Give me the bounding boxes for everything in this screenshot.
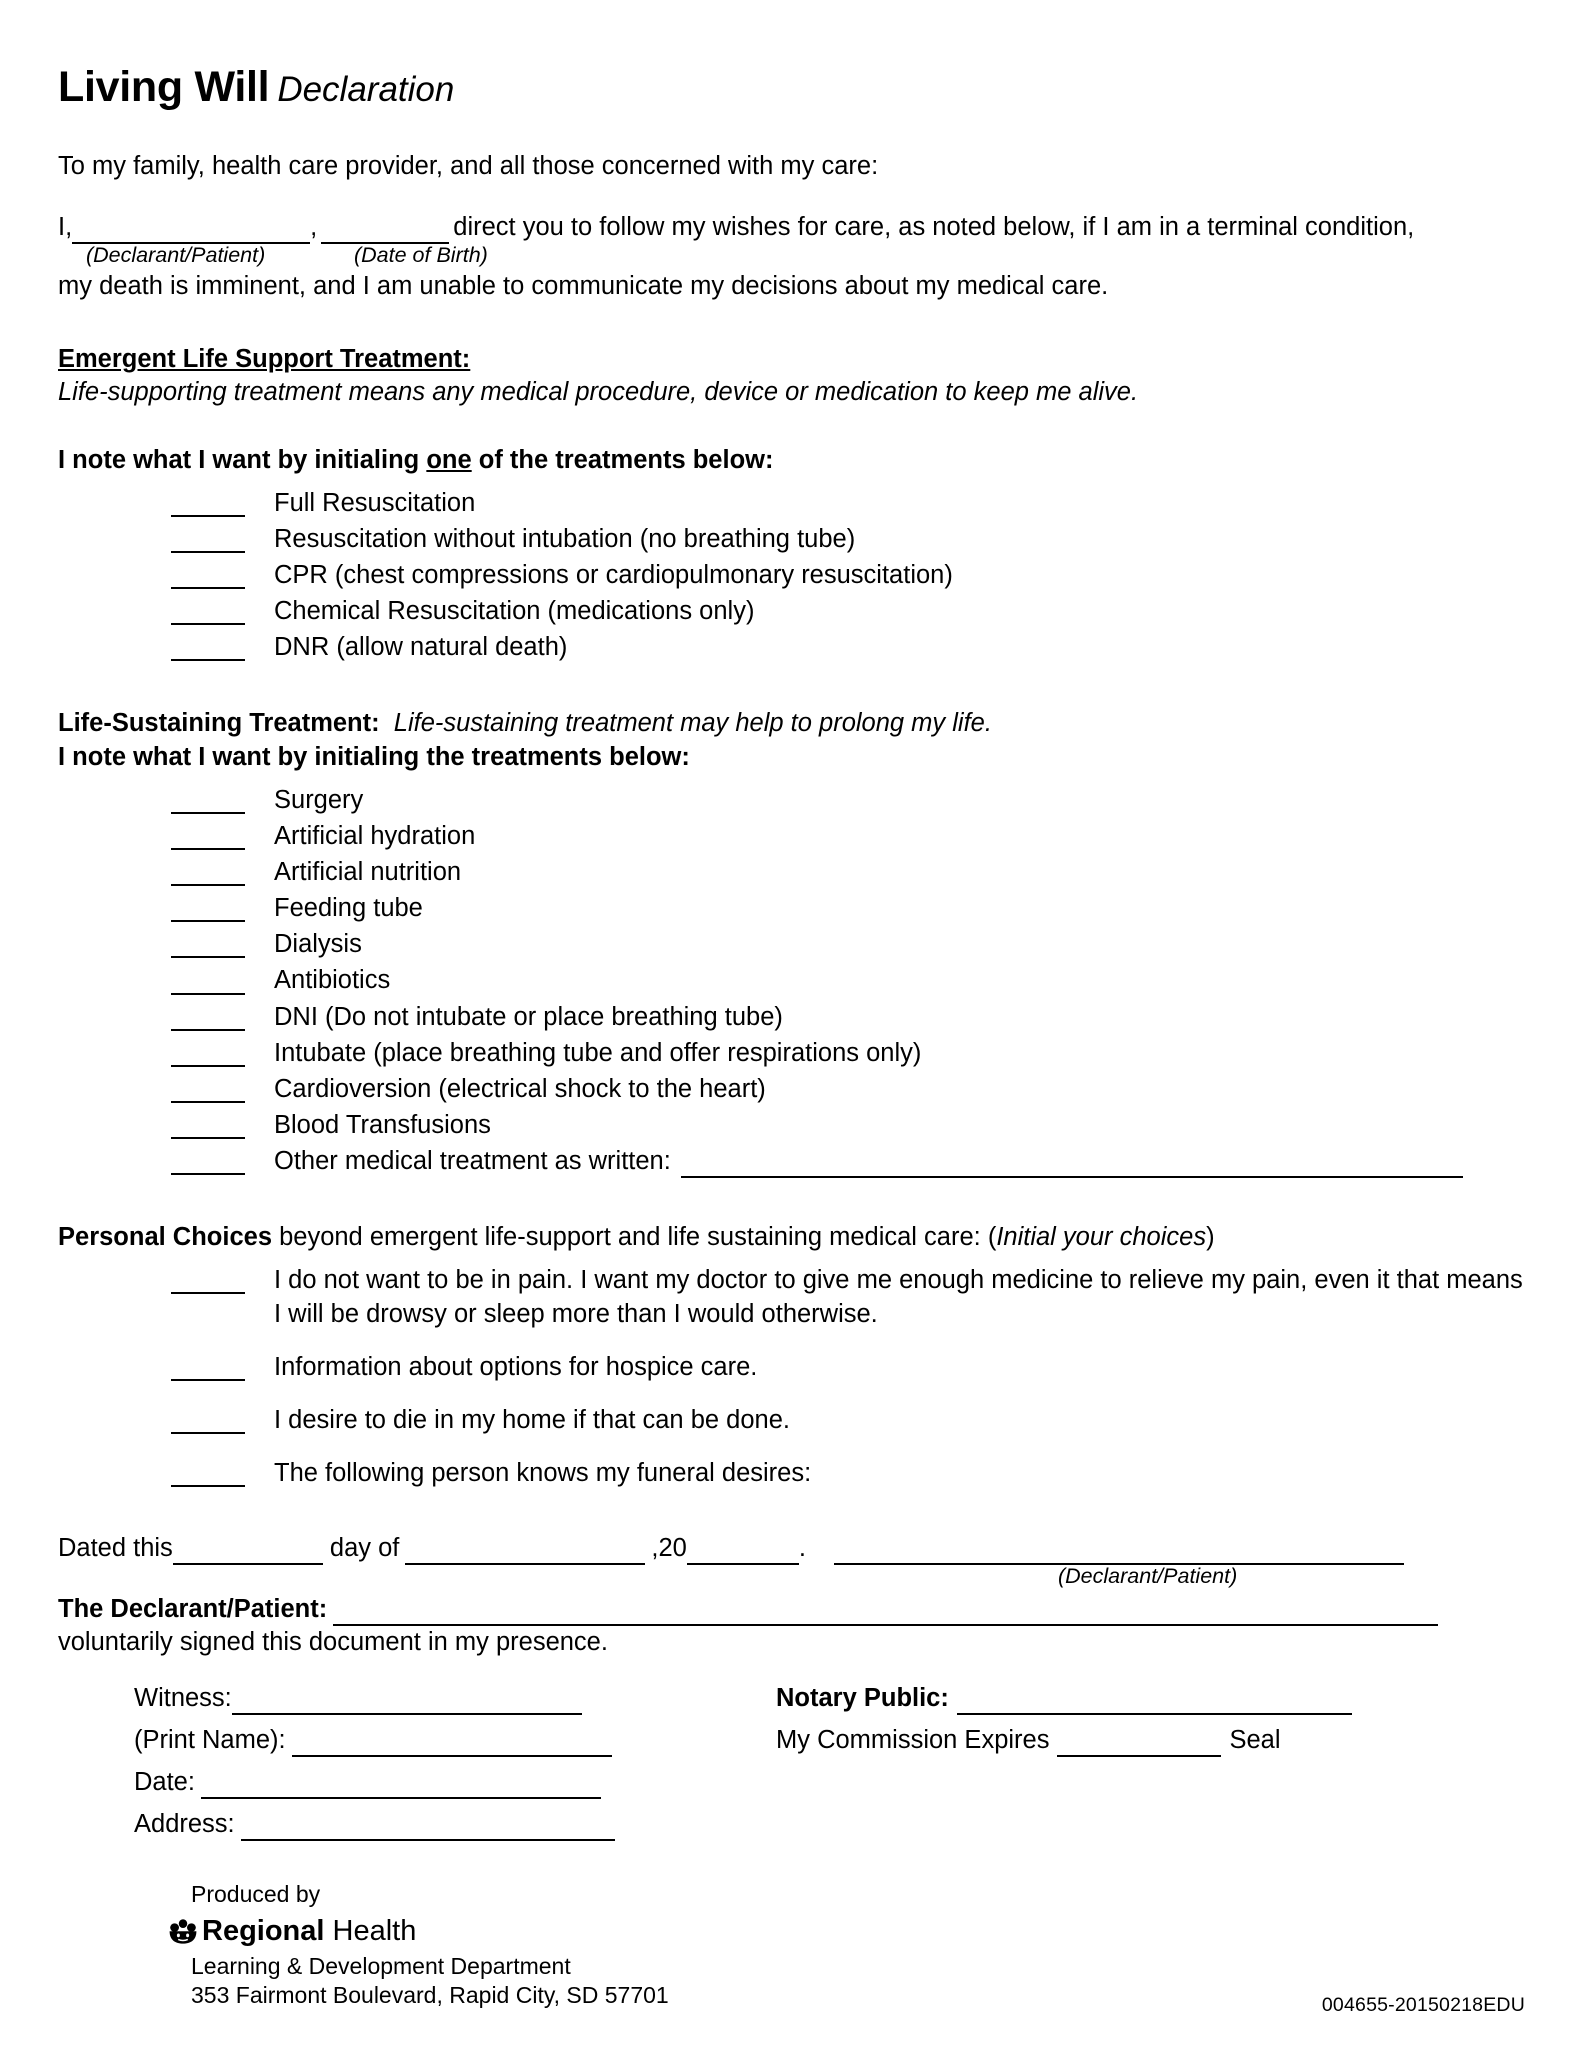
intro-line-start: I, xyxy=(58,213,73,242)
initial-blank[interactable] xyxy=(171,487,245,517)
emergent-instruction-emphasis: one xyxy=(426,445,472,474)
initial-blank[interactable] xyxy=(171,1073,245,1103)
initial-blank[interactable] xyxy=(171,595,245,625)
initial-blank[interactable] xyxy=(171,964,245,994)
voluntary-signature-text: voluntarily signed this document in my presence. xyxy=(58,1628,608,1657)
brand-name-bold: Regional xyxy=(202,1915,325,1948)
produced-by-label: Produced by xyxy=(191,1881,321,1908)
personal-choices-heading xyxy=(58,1221,1525,1254)
month-blank[interactable] xyxy=(405,1539,645,1565)
list-item xyxy=(58,1457,1525,1491)
personal-choices-heading-italic: Initial your choices xyxy=(996,1223,1207,1252)
declarant-patient-label: The Declarant/Patient: xyxy=(58,1595,328,1624)
initial-blank[interactable] xyxy=(171,631,245,661)
brand-name xyxy=(202,1913,416,1950)
initial-blank[interactable] xyxy=(171,1037,245,1067)
title-subtitle: Declaration xyxy=(277,70,455,109)
life-sustaining-heading-row xyxy=(58,707,1525,740)
witness-column xyxy=(134,1682,776,1851)
witness-date-label: Date: xyxy=(134,1767,195,1796)
witness-address-blank[interactable] xyxy=(241,1815,615,1841)
date-of-birth-blank[interactable] xyxy=(321,218,449,244)
witness-row xyxy=(134,1682,776,1715)
day-of-label: day of xyxy=(329,1534,400,1563)
list-item xyxy=(58,1109,1525,1143)
declarant-patient-blank[interactable] xyxy=(333,1600,1438,1626)
option-label: Artificial nutrition xyxy=(274,858,462,886)
option-label: Antibiotics xyxy=(274,966,391,995)
notary-column xyxy=(776,1682,1416,1851)
footer-block xyxy=(191,1880,1525,2009)
list-item xyxy=(58,1264,1525,1331)
option-label: Chemical Resuscitation (medications only) xyxy=(274,597,755,626)
option-label: Full Resuscitation xyxy=(274,488,476,517)
commission-expires-blank[interactable] xyxy=(1057,1731,1221,1757)
regional-health-logo-icon xyxy=(168,1918,198,1944)
life-sustaining-instruction: I note what I want by initialing the treatments below: xyxy=(58,742,690,771)
life-sustaining-heading: Life-Sustaining Treatment: xyxy=(58,709,380,738)
caption-declarant-patient: (Declarant/Patient) xyxy=(86,243,266,268)
seal-label: Seal xyxy=(1229,1725,1281,1754)
commission-row xyxy=(776,1724,1416,1757)
initial-blank[interactable] xyxy=(171,928,245,958)
witness-notary-block xyxy=(134,1682,1525,1851)
print-name-blank[interactable] xyxy=(292,1731,612,1757)
list-item xyxy=(58,559,1525,593)
dated-day-blank[interactable] xyxy=(173,1539,323,1565)
declarant-intro-line xyxy=(58,211,1525,244)
initial-blank[interactable] xyxy=(171,784,245,814)
initial-blank[interactable] xyxy=(171,820,245,850)
witness-date-row xyxy=(134,1766,776,1799)
option-label: Intubate (place breathing tube and offer respirations only) xyxy=(274,1038,922,1067)
title-main: Living Will xyxy=(58,63,270,111)
year-blank[interactable] xyxy=(687,1539,799,1565)
option-label: Resuscitation without intubation (no breathing tube) xyxy=(274,524,856,553)
document-code: 004655-20150218EDU xyxy=(1321,1993,1525,2016)
option-label: CPR (chest compressions or cardiopulmonary resuscitation) xyxy=(274,561,953,590)
list-item xyxy=(58,523,1525,557)
option-label: Surgery xyxy=(274,785,364,814)
caption-declarant-patient-signature: (Declarant/Patient) xyxy=(1058,1564,1238,1589)
emergent-definition: Life-supporting treatment means any medical procedure, device or medication to keep me alive. xyxy=(58,378,1139,407)
notary-row xyxy=(776,1682,1416,1715)
list-item xyxy=(58,1351,1525,1385)
list-item xyxy=(58,784,1525,818)
print-name-label: (Print Name): xyxy=(134,1725,286,1754)
option-label: Dialysis xyxy=(274,930,362,959)
other-treatment-blank[interactable] xyxy=(681,1152,1463,1178)
option-label: DNR (allow natural death) xyxy=(274,633,568,662)
witness-address-row xyxy=(134,1808,776,1841)
initial-blank[interactable] xyxy=(171,1457,245,1487)
year-prefix-label: ,20 xyxy=(651,1534,687,1563)
intro-captions xyxy=(58,244,1525,270)
list-item xyxy=(58,1404,1525,1438)
commission-expires-label: My Commission Expires xyxy=(776,1725,1050,1754)
initial-blank[interactable] xyxy=(171,1351,245,1381)
footer-department: Learning & Development Department xyxy=(191,1952,571,1979)
initial-blank[interactable] xyxy=(171,559,245,589)
initial-blank[interactable] xyxy=(171,1404,245,1434)
intro-line-end: my death is imminent, and I am unable to communicate my decisions about my medical care. xyxy=(58,272,1109,301)
list-item xyxy=(58,856,1525,890)
witness-address-label: Address: xyxy=(134,1809,235,1838)
declarant-signature-line xyxy=(58,1593,1525,1626)
footer-address: 353 Fairmont Boulevard, Rapid City, SD 57701 xyxy=(191,1981,669,2008)
list-item xyxy=(58,487,1525,521)
initial-blank[interactable] xyxy=(171,1109,245,1139)
dated-line xyxy=(58,1532,1525,1565)
other-treatment-label: Other medical treatment as written: xyxy=(274,1147,671,1176)
emergent-heading-row xyxy=(58,343,1525,376)
declarant-signature-blank[interactable] xyxy=(834,1539,1404,1565)
initial-blank[interactable] xyxy=(171,892,245,922)
list-item xyxy=(58,1001,1525,1035)
option-label: Cardioversion (electrical shock to the heart) xyxy=(274,1074,766,1103)
dated-period: . xyxy=(798,1534,806,1563)
list-item xyxy=(58,631,1525,665)
caption-date-of-birth: (Date of Birth) xyxy=(354,243,488,268)
brand-name-rest: Health xyxy=(324,1915,417,1948)
list-item xyxy=(58,964,1525,998)
list-item xyxy=(58,820,1525,854)
notary-public-label: Notary Public: xyxy=(776,1683,949,1712)
option-label: Feeding tube xyxy=(274,894,423,923)
list-item xyxy=(58,928,1525,962)
list-item xyxy=(58,892,1525,926)
emergent-instruction xyxy=(58,444,1525,477)
salutation-text: To my family, health care provider, and all those concerned with my care: xyxy=(58,151,879,180)
other-treatment-row xyxy=(274,1145,1525,1179)
choice-label: I do not want to be in pain. I want my doctor to give me enough medicine to relieve my pain, even it that means I will be drowsy or sleep more than I would otherwise. xyxy=(274,1266,1523,1328)
list-item xyxy=(58,1073,1525,1107)
initial-blank[interactable] xyxy=(171,1264,245,1294)
witness-label: Witness: xyxy=(134,1683,232,1712)
initial-blank[interactable] xyxy=(171,523,245,553)
intro-line-middle: direct you to follow my wishes for care, as noted below, if I am in a terminal condition, xyxy=(453,213,1415,242)
list-item xyxy=(58,595,1525,629)
witness-blank[interactable] xyxy=(232,1688,582,1714)
choice-label: The following person knows my funeral desires: xyxy=(274,1458,812,1487)
list-item-other xyxy=(58,1145,1525,1179)
personal-choices-heading-close: ) xyxy=(1206,1223,1215,1252)
choice-label: Information about options for hospice care. xyxy=(274,1352,758,1381)
emergent-instruction-before: I note what I want by initialing xyxy=(58,445,427,474)
initial-blank[interactable] xyxy=(171,1001,245,1031)
list-item xyxy=(58,1037,1525,1071)
personal-choices-heading-rest: beyond emergent life-support and life sustaining medical care: ( xyxy=(272,1223,997,1252)
emergent-heading: Emergent Life Support Treatment: xyxy=(58,345,471,374)
dated-this-label: Dated this xyxy=(58,1534,173,1563)
witness-date-blank[interactable] xyxy=(201,1773,601,1799)
life-sustaining-options-list xyxy=(58,784,1525,1180)
personal-choices-list xyxy=(58,1264,1525,1491)
option-label: DNI (Do not intubate or place breathing tube) xyxy=(274,1002,783,1031)
declarant-name-blank[interactable] xyxy=(72,218,310,244)
initial-blank[interactable] xyxy=(171,1145,245,1175)
signature-caption-row xyxy=(58,1565,1525,1593)
initial-blank[interactable] xyxy=(171,856,245,886)
intro-comma: , xyxy=(310,213,318,242)
emergent-instruction-after: of the treatments below: xyxy=(471,445,774,474)
option-label: Artificial hydration xyxy=(274,821,476,850)
brand-row xyxy=(168,1913,1525,1950)
page-title xyxy=(58,52,1525,116)
personal-choices-label: Personal Choices xyxy=(58,1223,272,1252)
emergent-options-list xyxy=(58,487,1525,666)
option-label: Blood Transfusions xyxy=(274,1110,491,1139)
notary-signature-blank[interactable] xyxy=(957,1688,1352,1714)
print-name-row xyxy=(134,1724,776,1757)
life-sustaining-definition: Life-sustaining treatment may help to prolong my life. xyxy=(393,709,992,738)
choice-label: I desire to die in my home if that can be done. xyxy=(274,1405,790,1434)
